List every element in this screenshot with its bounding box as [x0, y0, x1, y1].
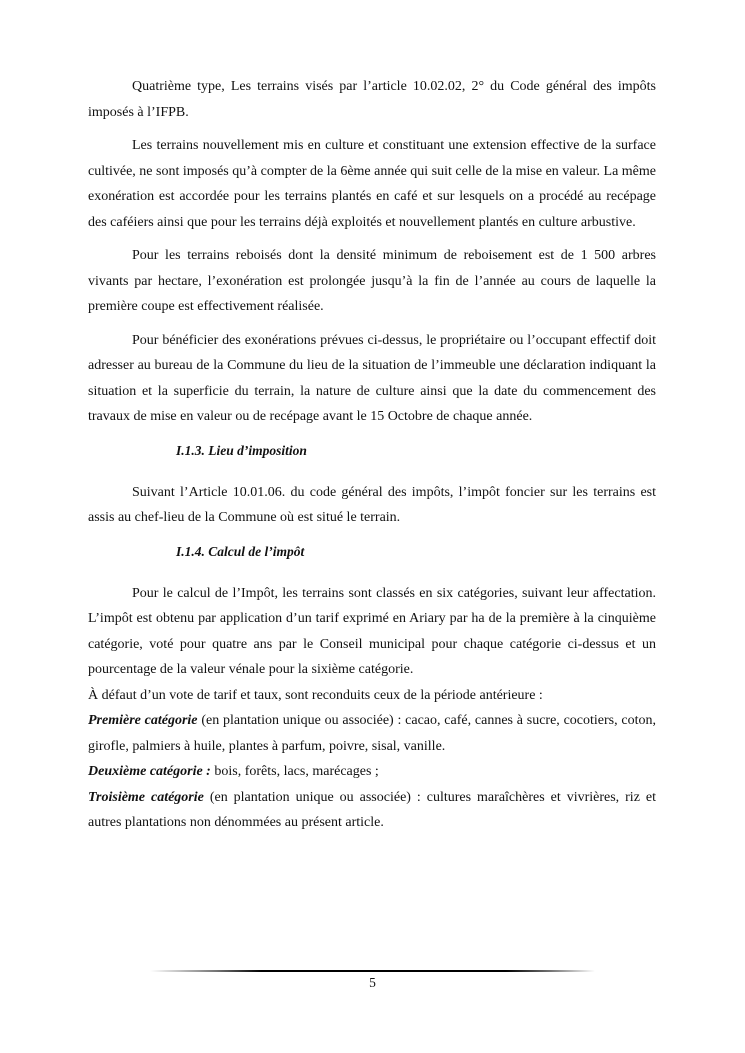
paragraph-calcul-impot: Pour le calcul de l’Impôt, les terrains sont classés en six catégories, suivant leur affectation. L’impôt est obtenu par application d’un tarif exprimé en Ariary par ha de la première à la cinquième catégorie, voté pour quatre ans par le Conseil municipal pour chaque catégorie ci-dessus et un pourcentage de la valeur vénale pour la sixième catégorie. [88, 585, 656, 677]
category-description: bois, forêts, lacs, marécages ; [210, 764, 379, 779]
category-name: Deuxième catégorie : [88, 764, 211, 779]
paragraph-default-rates: À défaut d’un vote de tarif et taux, sont reconduits ceux de la période antérieure : [88, 687, 543, 703]
paragraph-new-crops-exemption: Les terrains nouvellement mis en culture et constituant une extension effective de la surface cultivée, ne sont imposés qu’à compter de la 6ème année qui suit celle de la mise en valeur. La même exonération est accordée pour les terrains plantés en café et sur lesquels on a procédé au recépage des caféiers ainsi que pour les terrains déjà exploités et nouvellement plantés en culture arbustive. [88, 138, 656, 230]
category-description: (en plantation unique ou associée) : cultures maraîchères et vivrières, riz et autres plantations non dénommées au présent article. [88, 789, 656, 830]
heading-lieu-imposition: I.1.3. Lieu d’imposition [176, 442, 307, 458]
heading-calcul-impot: I.1.4. Calcul de l’impôt [176, 543, 305, 559]
paragraph-exemption-procedure: Pour bénéficier des exonérations prévues ci-dessus, le propriétaire ou l’occupant effectif doit adresser au bureau de la Commune du lieu de la situation de l’immeuble une déclaration indiquant la situation et la superficie du terrain, la nature de culture ainsi que la date du commencement des travaux de mise en valeur ou de recépage avant le 15 Octobre de chaque année. [88, 332, 656, 424]
category-item-deuxieme [88, 759, 656, 785]
category-item-troisieme [88, 785, 656, 836]
paragraph-lieu-imposition: Suivant l’Article 10.01.06. du code général des impôts, l’impôt foncier sur les terrains est assis au chef-lieu de la Commune où est situé le terrain. [88, 484, 656, 525]
document-page [88, 74, 656, 836]
footer-divider [150, 970, 595, 972]
category-item-premiere [88, 708, 656, 759]
category-name: Troisième catégorie [88, 789, 204, 805]
paragraph-fourth-type: Quatrième type, Les terrains visés par l’article 10.02.02, 2° du Code général des impôts imposés à l’IFPB. [88, 79, 656, 120]
category-name: Première catégorie [88, 713, 198, 728]
page-number: 5 [369, 975, 376, 990]
category-description: (en plantation unique ou associée) : cacao, café, cannes à sucre, cocotiers, coton, girofle, palmiers à huile, plantes à parfum, poivre, sisal, vanille. [88, 713, 656, 754]
paragraph-reforestation-exemption: Pour les terrains reboisés dont la densité minimum de reboisement est de 1 500 arbres vivants par hectare, l’exonération est prolongée jusqu’à la fin de l’année au cours de laquelle la première coupe est effectivement réalisée. [88, 248, 656, 314]
